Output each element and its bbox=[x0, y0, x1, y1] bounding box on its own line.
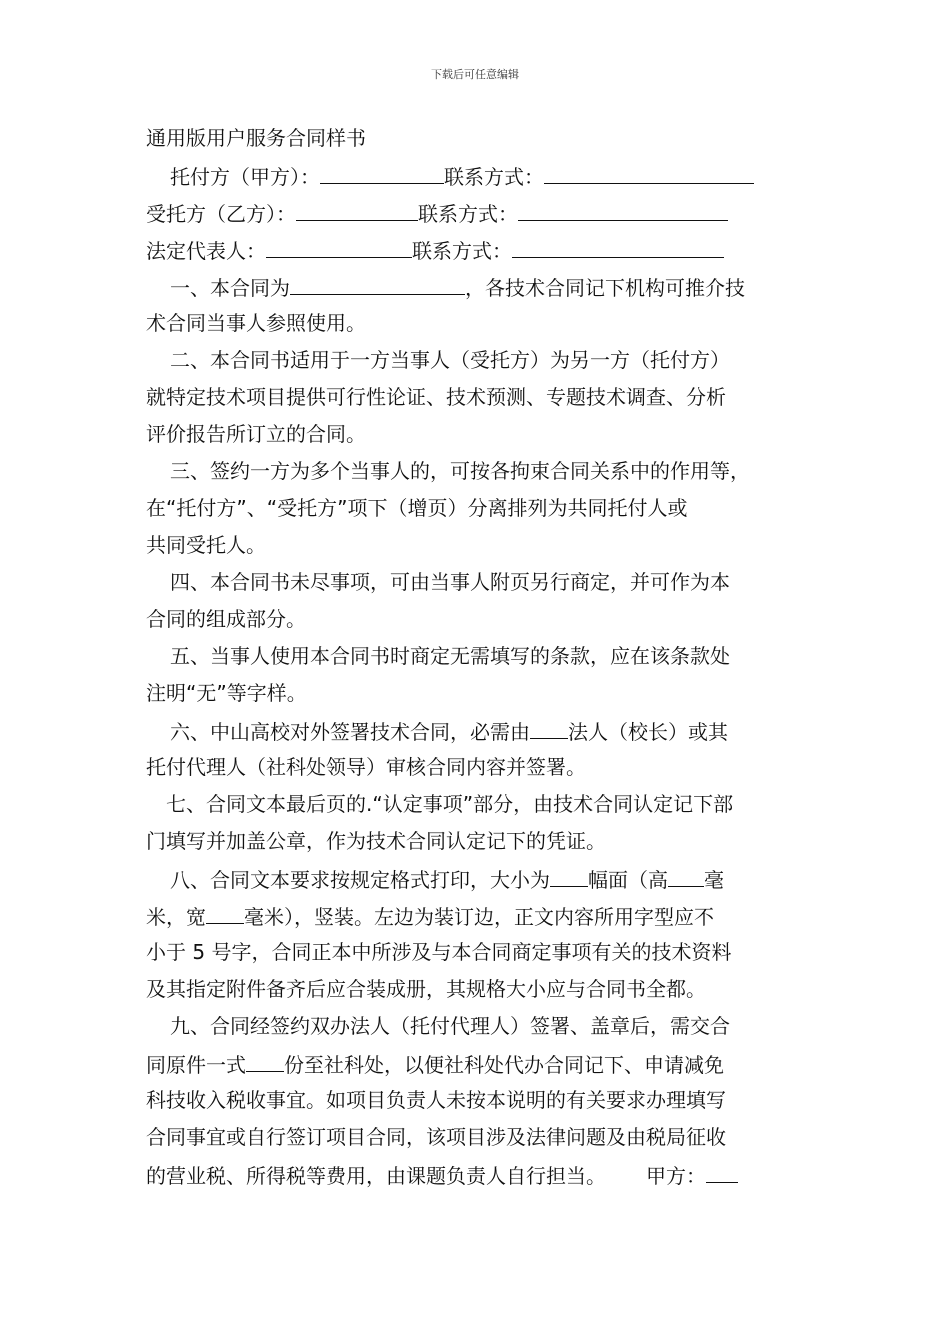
clause-2-line-2: 就特定技术项目提供可行性论证、技术预测、专题技术调查、分析 bbox=[146, 385, 726, 409]
party-a-contact-field[interactable] bbox=[544, 157, 754, 184]
clause-8-line-3: 小于 5 号字，合同正本中所涉及与本合同商定事项有关的技术资料 bbox=[146, 940, 732, 964]
clause-8-line-1 bbox=[146, 860, 810, 897]
clause-6-text-b: 法人（校长）或其 bbox=[568, 720, 728, 744]
clause-9-text-a: 同原件一式 bbox=[146, 1053, 246, 1077]
clause-5-line-2: 注明“无”等字样。 bbox=[146, 681, 307, 705]
document-title: 通用版用户服务合同样书 bbox=[146, 126, 366, 150]
page-header-note: 下载后可任意编辑 bbox=[431, 68, 519, 81]
clause-1-line-1 bbox=[146, 268, 810, 305]
clause-3-line-1: 三、签约一方为多个当事人的，可按各拘束合同关系中的作用等， bbox=[170, 459, 750, 483]
legal-rep-row bbox=[146, 231, 810, 268]
legal-rep-contact-field[interactable] bbox=[512, 231, 724, 258]
clause-4-line-1: 四、本合同书未尽事项，可由当事人附页另行商定，并可作为本 bbox=[170, 570, 730, 594]
clause-3-line-2: 在“托付方”、“受托方”项下（增页）分离排列为共同托付人或 bbox=[146, 496, 688, 520]
legal-rep-label: 法定代表人： bbox=[146, 239, 266, 263]
school-name-field[interactable] bbox=[530, 712, 568, 739]
clause-6-line-1 bbox=[146, 712, 810, 749]
clause-1-line-2: 术合同当事人参照使用。 bbox=[146, 311, 366, 335]
clause-9-text-b: 份至社科处，以便社科处代办合同记下、申请减免 bbox=[284, 1053, 724, 1077]
clause-8-text-e: 毫米），竖装。左边为装订边，正文内容所用字型应不 bbox=[244, 905, 714, 929]
paper-height-field[interactable] bbox=[668, 860, 704, 887]
party-a-label: 托付方（甲方）： bbox=[170, 165, 320, 189]
clause-8-text-a: 八、合同文本要求按规定格式打印，大小为 bbox=[170, 868, 550, 892]
contract-body bbox=[146, 120, 810, 1193]
clause-8-text-b: 幅面（高 bbox=[588, 868, 668, 892]
party-b-row bbox=[146, 194, 810, 231]
clause-9-line-3: 科技收入税收事宜。如项目负责人未按本说明的有关要求办理填写 bbox=[146, 1088, 726, 1112]
party-a-contact-label: 联系方式： bbox=[444, 165, 544, 189]
clause-6-line-2: 托付代理人（社科处领导）审核合同内容并签署。 bbox=[146, 755, 586, 779]
party-b-name-field[interactable] bbox=[296, 194, 418, 221]
party-a-name-field[interactable] bbox=[320, 157, 444, 184]
clause-7-line-2: 门填写并加盖公章，作为技术合同认定记下的凭证。 bbox=[146, 829, 606, 853]
clause-4-line-2: 合同的组成部分。 bbox=[146, 607, 306, 631]
paper-size-field[interactable] bbox=[550, 860, 588, 887]
clause-9-line-4: 合同事宜或自行签订项目合同，该项目涉及法律问题及由税局征收 bbox=[146, 1125, 726, 1149]
clause-3-line-3: 共同受托人。 bbox=[146, 533, 266, 557]
clause-8-line-4: 及其指定附件备齐后应合装成册，其规格大小应与合同书全都。 bbox=[146, 977, 706, 1001]
party-a-signature-label: 甲方： bbox=[646, 1164, 706, 1188]
clause-2-line-3: 评价报告所订立的合同。 bbox=[146, 422, 366, 446]
paper-width-field[interactable] bbox=[206, 897, 244, 924]
party-a-row bbox=[146, 157, 810, 194]
clause-8-text-d: 米，宽 bbox=[146, 905, 206, 929]
clause-9-line-5 bbox=[146, 1156, 810, 1193]
party-a-signature-field[interactable] bbox=[706, 1156, 738, 1183]
party-b-contact-field[interactable] bbox=[518, 194, 728, 221]
party-b-label: 受托方（乙方）： bbox=[146, 202, 296, 226]
legal-rep-name-field[interactable] bbox=[266, 231, 412, 258]
clause-8-line-2 bbox=[146, 897, 810, 934]
clause-6-text-a: 六、中山高校对外签署技术合同，必需由 bbox=[170, 720, 530, 744]
clause-5-line-1: 五、当事人使用本合同书时商定无需填写的条款，应在该条款处 bbox=[170, 644, 730, 668]
clause-7-line-1: 七、合同文本最后页的.“认定事项”部分，由技术合同认定记下部 bbox=[166, 792, 734, 816]
clause-9-line-1: 九、合同经签约双办法人（托付代理人）签署、盖章后，需交合 bbox=[170, 1014, 730, 1038]
legal-rep-contact-label: 联系方式： bbox=[412, 239, 512, 263]
party-b-contact-label: 联系方式： bbox=[418, 202, 518, 226]
clause-8-text-c: 毫 bbox=[704, 868, 724, 892]
clause-2-line-1: 二、本合同书适用于一方当事人（受托方）为另一方（托付方） bbox=[170, 348, 730, 372]
clause-1-text-a: 一、本合同为 bbox=[170, 276, 290, 300]
clause-9-text-l5: 的营业税、所得税等费用，由课题负责人自行担当。 bbox=[146, 1164, 606, 1188]
contract-type-field[interactable] bbox=[290, 268, 465, 295]
clause-9-line-2 bbox=[146, 1045, 810, 1082]
clause-1-text-b: ，各技术合同记下机构可推介技 bbox=[465, 276, 745, 300]
copies-count-field[interactable] bbox=[246, 1045, 284, 1072]
